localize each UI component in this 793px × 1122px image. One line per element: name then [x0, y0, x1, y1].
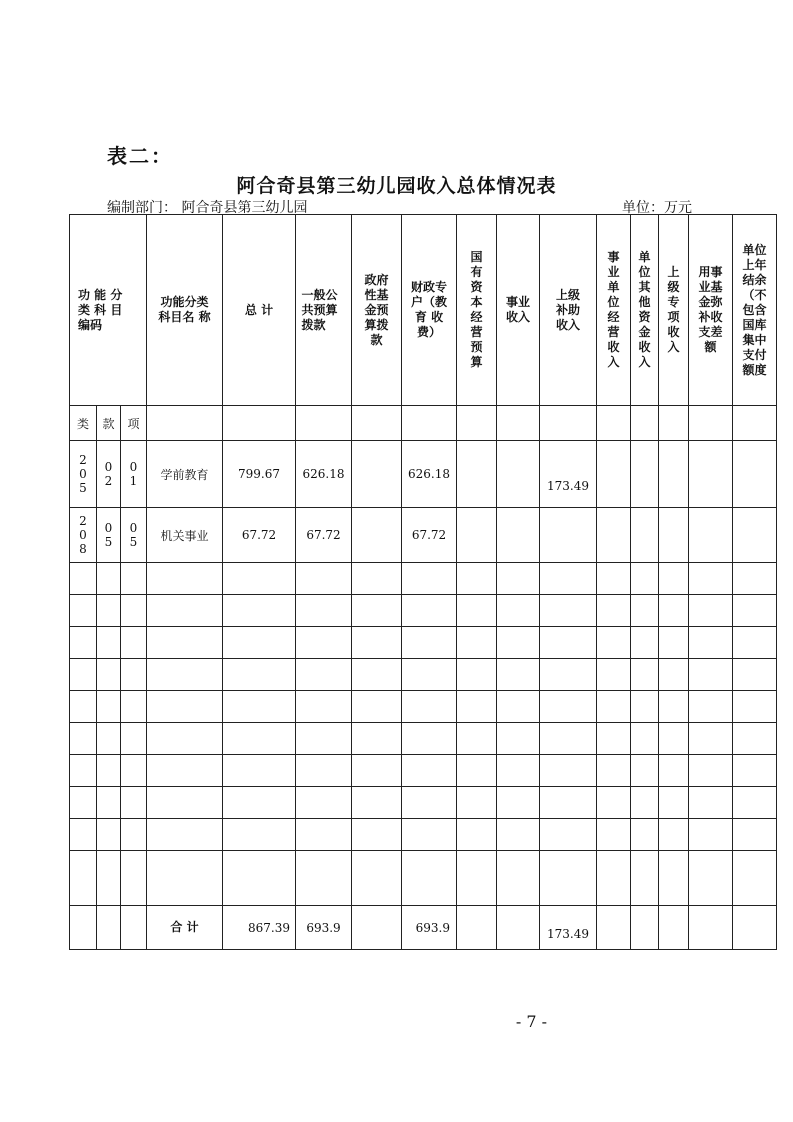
empty-row	[70, 851, 777, 906]
table-row	[70, 508, 777, 563]
empty-row	[70, 563, 777, 595]
total-special: 693.9	[402, 906, 457, 950]
row-superior: 173.49	[540, 441, 597, 508]
header-name: 功能分类 科目名 称	[147, 215, 223, 406]
header-project-income: 上级专项收入	[659, 215, 689, 406]
income-table	[69, 214, 777, 950]
subheader-kuan: 款	[97, 406, 121, 441]
header-total: 总 计	[223, 215, 296, 406]
table-label: 表二：	[107, 144, 173, 168]
header-row	[70, 215, 777, 406]
subheader-lei: 类	[70, 406, 97, 441]
header-fund-gap: 用事业基金弥补收支差额	[689, 215, 733, 406]
code-lei: 208	[70, 508, 97, 563]
code-xiang: 01	[121, 441, 147, 508]
row-special: 67.72	[402, 508, 457, 563]
empty-row	[70, 659, 777, 691]
code-kuan: 02	[97, 441, 121, 508]
header-general-budget: 一般公 共预算 拨款	[296, 215, 352, 406]
empty-row	[70, 691, 777, 723]
empty-row	[70, 787, 777, 819]
code-lei: 205	[70, 441, 97, 508]
header-special-account: 财政专 户（教 育 收 费）	[402, 215, 457, 406]
code-xiang: 05	[121, 508, 147, 563]
row-total: 67.72	[223, 508, 296, 563]
header-other-income: 单位其他资金收入	[631, 215, 659, 406]
row-general: 626.18	[296, 441, 352, 508]
empty-row	[70, 819, 777, 851]
row-general: 67.72	[296, 508, 352, 563]
total-label: 合 计	[147, 906, 223, 950]
row-special: 626.18	[402, 441, 457, 508]
code-kuan: 05	[97, 508, 121, 563]
total-general: 693.9	[296, 906, 352, 950]
header-carryover: 单位上年结余（不包含国库集中支付额度	[733, 215, 777, 406]
header-business-income: 事业收入	[497, 215, 540, 406]
header-superior-subsidy: 上级补助收入	[540, 215, 597, 406]
row-name: 学前教育	[147, 441, 223, 508]
compiling-department: 编制部门： 阿合奇县第三幼儿园	[107, 200, 308, 216]
header-operating-income: 事业单位经营收入	[597, 215, 631, 406]
header-state-capital: 国有资本经营预算	[457, 215, 497, 406]
empty-row	[70, 595, 777, 627]
empty-row	[70, 627, 777, 659]
subheader-xiang: 项	[121, 406, 147, 441]
page-title: 阿合奇县第三幼儿园收入总体情况表	[236, 175, 557, 197]
page-number: - 7 -	[515, 1012, 548, 1031]
header-code: 功 能 分 类 科 目 编码	[70, 215, 147, 406]
total-total: 867.39	[223, 906, 296, 950]
subheader-row	[70, 406, 777, 441]
total-row	[70, 906, 777, 950]
row-total: 799.67	[223, 441, 296, 508]
header-fund-budget: 政府性基金预算拨款	[352, 215, 402, 406]
table-row	[70, 441, 777, 508]
total-superior: 173.49	[540, 906, 597, 950]
empty-row	[70, 723, 777, 755]
row-name: 机关事业	[147, 508, 223, 563]
empty-row	[70, 755, 777, 787]
unit-label: 单位：万元	[622, 200, 692, 216]
